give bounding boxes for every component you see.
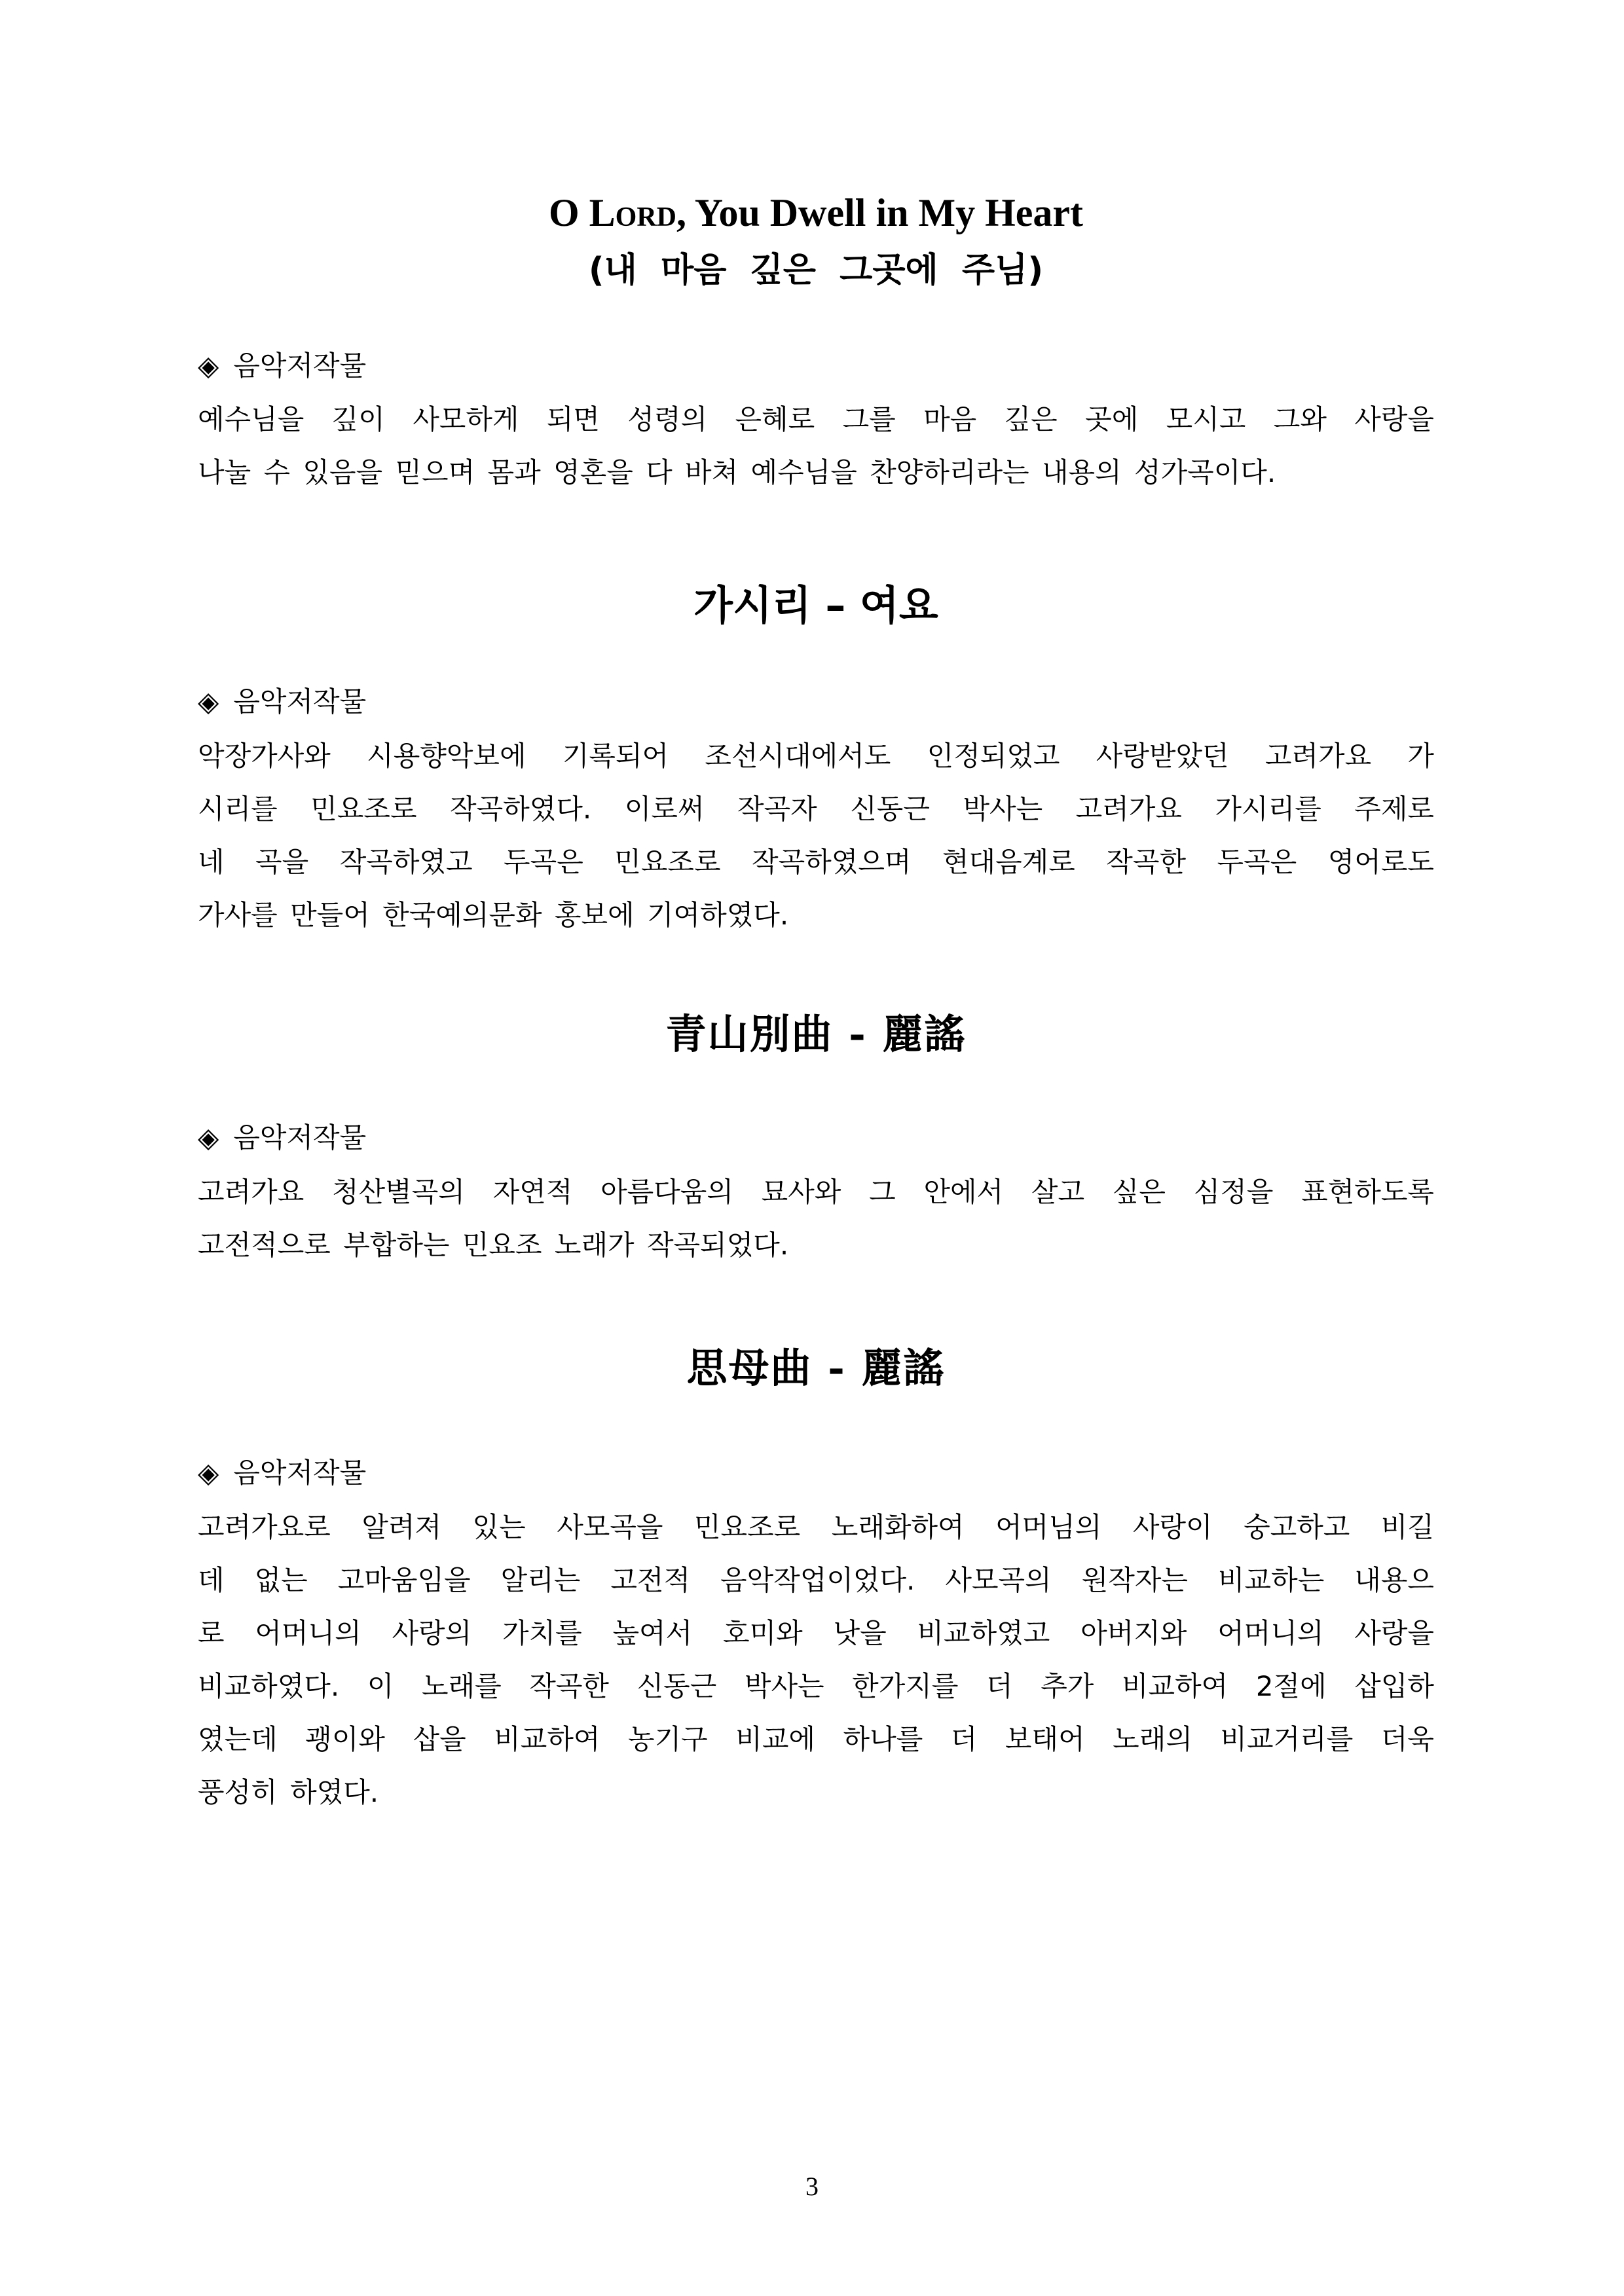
paragraph-line: 고려가요 청산별곡의 자연적 아름다움의 묘사와 그 안에서 살고 싶은 심정을 표현하도록	[198, 1176, 1434, 1208]
paragraph-line: 풍성히 하였다.	[198, 1776, 379, 1808]
section-3-heading: 青山別曲 - 麗謠	[665, 1010, 967, 1058]
paragraph-line: 네 곡을 작곡하였고 두곡은 민요조로 작곡하였으며 현대음계로 작곡한 두곡은 영어로도	[198, 846, 1434, 878]
section-4-heading: 思母曲 - 麗謠	[686, 1344, 946, 1392]
paragraph-line: 시리를 민요조로 작곡하였다. 이로써 작곡자 신동근 박사는 고려가요 가시리를 주제로	[198, 793, 1434, 825]
paragraph-line: 나눌 수 있음을 믿으며 몸과 영혼을 다 바쳐 예수님을 찬양하리라는 내용의 성가곡이다.	[198, 456, 1276, 488]
title-korean: (내 마음 깊은 그곳에 주님)	[588, 251, 1044, 290]
paragraph-line: 가사를 만들어 한국예의문화 홍보에 기여하였다.	[198, 899, 789, 931]
title-english	[198, 183, 1434, 242]
page-number: 3	[805, 2172, 819, 2201]
section-2-label	[198, 681, 366, 723]
section-2-label-text: 음악저작물	[233, 685, 367, 718]
title-en-suffix: , You Dwell in My Heart	[676, 191, 1084, 234]
section-2-paragraph	[198, 729, 1434, 941]
section-4-label	[198, 1452, 366, 1494]
paragraph-line: 데 없는 고마움임을 알리는 고전적 음악작업이었다. 사모곡의 원작자는 비교하는 내용으	[198, 1564, 1434, 1596]
section-2-heading: 가시리 – 여요	[693, 581, 938, 629]
section-3-paragraph	[198, 1165, 1434, 1271]
section-1-label	[198, 345, 366, 387]
section-4-label-text: 음악저작물	[233, 1457, 367, 1489]
paragraph-line: 비교하였다. 이 노래를 작곡한 신동근 박사는 한가지를 더 추가 비교하여 2절에 삽입하	[198, 1670, 1434, 1702]
section-4-paragraph	[198, 1501, 1434, 1819]
diamond-bullet-icon: ◈	[198, 1121, 219, 1154]
paragraph-line: 로 어머니의 사랑의 가치를 높여서 호미와 낫을 비교하였고 아버지와 어머니의 사랑을	[198, 1617, 1434, 1649]
title-en-lord: Lord	[589, 191, 676, 234]
paragraph-line: 였는데 괭이와 삽을 비교하여 농기구 비교에 하나를 더 보태어 노래의 비교거리를 더욱	[198, 1723, 1434, 1755]
document-title	[198, 183, 1434, 299]
title-en-prefix: O	[548, 191, 589, 234]
paragraph-line: 고전적으로 부합하는 민요조 노래가 작곡되었다.	[198, 1229, 789, 1261]
diamond-bullet-icon: ◈	[198, 350, 219, 382]
section-3-label	[198, 1117, 366, 1159]
section-3-label-text: 음악저작물	[233, 1121, 367, 1154]
diamond-bullet-icon: ◈	[198, 1457, 219, 1489]
section-1-paragraph	[198, 393, 1434, 499]
section-1-label-text: 음악저작물	[233, 350, 367, 382]
paragraph-line: 예수님을 깊이 사모하게 되면 성령의 은혜로 그를 마음 깊은 곳에 모시고 그와 사랑을	[198, 403, 1434, 435]
paragraph-line: 고려가요로 알려져 있는 사모곡을 민요조로 노래화하여 어머님의 사랑이 숭고하고 비길	[198, 1511, 1434, 1543]
paragraph-line: 악장가사와 시용향악보에 기록되어 조선시대에서도 인정되었고 사랑받았던 고려가요 가	[198, 740, 1434, 772]
diamond-bullet-icon: ◈	[198, 685, 219, 718]
